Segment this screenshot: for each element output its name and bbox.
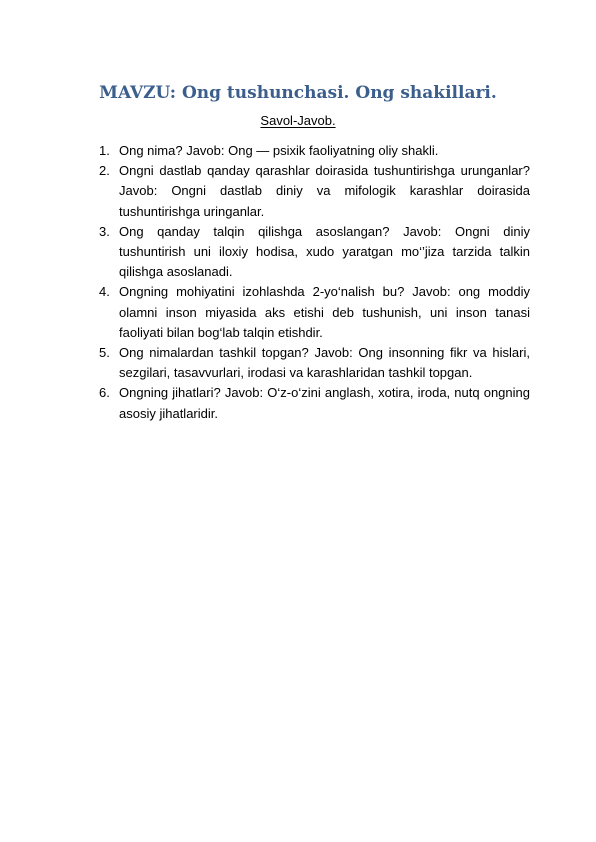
list-item xyxy=(99,282,530,343)
list-item xyxy=(99,343,530,383)
list-item-number: 5. xyxy=(99,345,110,361)
list-item-text: Ong nima? Javob: Ong — psixik faoliyatning oliy shakli. xyxy=(119,143,439,158)
list-item xyxy=(99,222,530,283)
list-item-text: Ongni dastlab qanday qarashlar doirasida tushuntirishga urunganlar? Javob: Ongni dastlab diniy va mifologik karashlar doirasida tushuntirishga uringanlar. xyxy=(119,163,530,219)
question-answer-list xyxy=(99,141,530,424)
list-item-number: 1. xyxy=(99,143,110,158)
list-item-number: 3. xyxy=(99,223,110,239)
subtitle-text: Savol-Javob. xyxy=(260,113,336,128)
list-item-number: 6. xyxy=(99,385,110,401)
list-item xyxy=(99,141,530,161)
list-item-number: 2. xyxy=(99,163,110,179)
list-item-text: Ong qanday talqin qilishga asoslangan? Javob: Ongni diniy tushuntirish uni iloxiy hodisa, xudo yaratgan mo‘’jiza tarzida talkin qilishga asoslanadi. xyxy=(119,223,530,280)
page-subtitle xyxy=(0,113,596,128)
list-item xyxy=(99,383,530,423)
page-title: MAVZU: Ong tushunchasi. Ong shakillari. xyxy=(99,83,497,103)
list-item-text: Ongning mohiyatini izohlashda 2-yo‘nalish bu? Javob: ong moddiy olamni inson miyasida aks etishi deb tushunish, uni inson tanasi faoliyati bilan bog‘lab talqin etishdir. xyxy=(119,284,530,340)
list-item-text: Ong nimalardan tashkil topgan? Javob: Ong insonning fikr va hislari, sezgilari, tasavvurlari, irodasi va karashlaridan tashkil topgan. xyxy=(119,345,530,381)
list-item-text: Ongning jihatlari? Javob: O‘z-o‘zini anglash, xotira, iroda, nutq ongning asosiy jihatlaridir. xyxy=(119,385,530,421)
list-item-number: 4. xyxy=(99,284,110,300)
list-item xyxy=(99,161,530,222)
